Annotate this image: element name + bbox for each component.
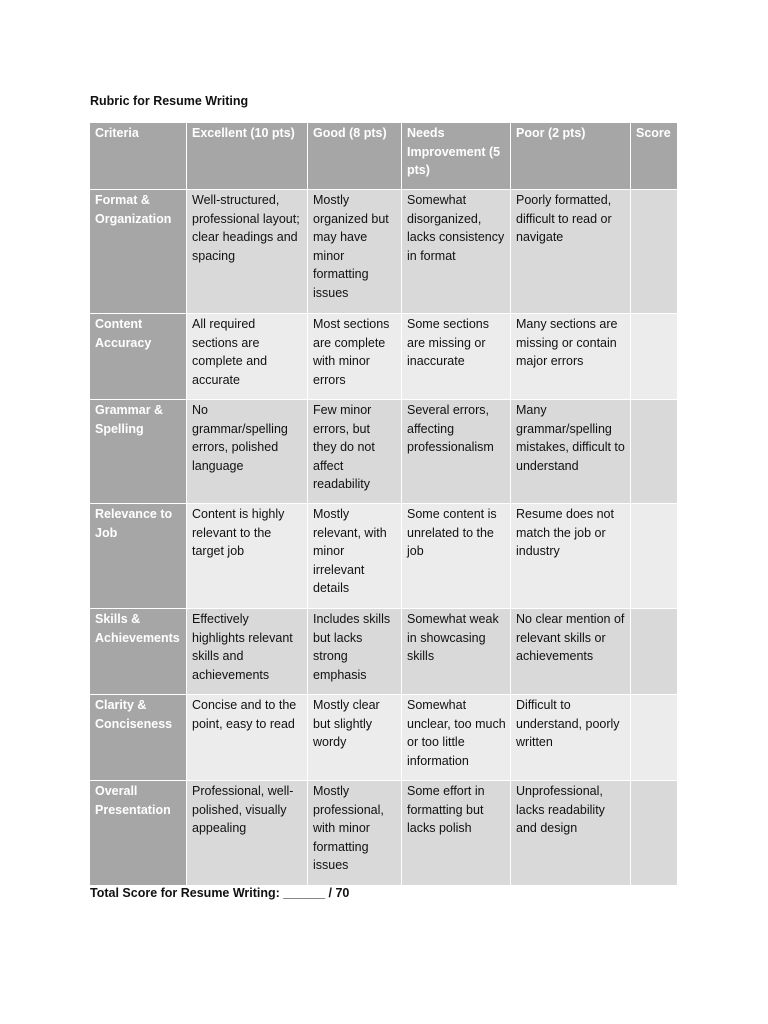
rubric-table xyxy=(89,122,678,886)
cell-needs-improvement: Somewhat unclear, too much or too little information xyxy=(402,695,511,781)
cell-score[interactable] xyxy=(631,504,678,609)
table-header-row xyxy=(90,123,678,190)
table-row xyxy=(90,314,678,400)
cell-good: Mostly organized but may have minor formatting issues xyxy=(308,190,402,314)
cell-excellent: Well-structured, professional layout; clear headings and spacing xyxy=(187,190,308,314)
cell-poor: Many grammar/spelling mistakes, difficult to understand xyxy=(511,400,631,504)
row-criteria-label: Relevance to Job xyxy=(90,504,187,609)
cell-poor: Many sections are missing or contain major errors xyxy=(511,314,631,400)
cell-score[interactable] xyxy=(631,400,678,504)
row-criteria-label: Grammar & Spelling xyxy=(90,400,187,504)
cell-excellent: Professional, well-polished, visually appealing xyxy=(187,781,308,886)
header-criteria: Criteria xyxy=(90,123,187,190)
cell-needs-improvement: Some effort in formatting but lacks polish xyxy=(402,781,511,886)
table-row xyxy=(90,695,678,781)
row-criteria-label: Format & Organization xyxy=(90,190,187,314)
table-row xyxy=(90,190,678,314)
header-score: Score xyxy=(631,123,678,190)
cell-score[interactable] xyxy=(631,781,678,886)
cell-needs-improvement: Some content is unrelated to the job xyxy=(402,504,511,609)
header-good: Good (8 pts) xyxy=(308,123,402,190)
cell-needs-improvement: Somewhat weak in showcasing skills xyxy=(402,609,511,695)
cell-excellent: Concise and to the point, easy to read xyxy=(187,695,308,781)
cell-excellent: No grammar/spelling errors, polished language xyxy=(187,400,308,504)
cell-good: Few minor errors, but they do not affect readability xyxy=(308,400,402,504)
cell-poor: Difficult to understand, poorly written xyxy=(511,695,631,781)
cell-good: Mostly relevant, with minor irrelevant details xyxy=(308,504,402,609)
cell-excellent: Content is highly relevant to the target job xyxy=(187,504,308,609)
cell-good: Most sections are complete with minor errors xyxy=(308,314,402,400)
cell-excellent: All required sections are complete and accurate xyxy=(187,314,308,400)
header-poor: Poor (2 pts) xyxy=(511,123,631,190)
cell-poor: Poorly formatted, difficult to read or navigate xyxy=(511,190,631,314)
cell-good: Mostly professional, with minor formatting issues xyxy=(308,781,402,886)
cell-poor: Resume does not match the job or industry xyxy=(511,504,631,609)
table-row xyxy=(90,781,678,886)
table-row xyxy=(90,400,678,504)
table-row xyxy=(90,504,678,609)
row-criteria-label: Clarity & Conciseness xyxy=(90,695,187,781)
cell-poor: Unprofessional, lacks readability and design xyxy=(511,781,631,886)
cell-score[interactable] xyxy=(631,695,678,781)
header-excellent: Excellent (10 pts) xyxy=(187,123,308,190)
cell-needs-improvement: Several errors, affecting professionalism xyxy=(402,400,511,504)
total-score-line: Total Score for Resume Writing: ______ / 70 xyxy=(90,886,350,900)
cell-good: Mostly clear but slightly wordy xyxy=(308,695,402,781)
header-needs-improvement: Needs Improvement (5 pts) xyxy=(402,123,511,190)
cell-score[interactable] xyxy=(631,190,678,314)
cell-poor: No clear mention of relevant skills or achievements xyxy=(511,609,631,695)
table-row xyxy=(90,609,678,695)
row-criteria-label: Overall Presentation xyxy=(90,781,187,886)
cell-score[interactable] xyxy=(631,609,678,695)
cell-good: Includes skills but lacks strong emphasis xyxy=(308,609,402,695)
document-title: Rubric for Resume Writing xyxy=(90,94,249,108)
row-criteria-label: Skills & Achievements xyxy=(90,609,187,695)
cell-needs-improvement: Some sections are missing or inaccurate xyxy=(402,314,511,400)
cell-score[interactable] xyxy=(631,314,678,400)
cell-excellent: Effectively highlights relevant skills and achievements xyxy=(187,609,308,695)
row-criteria-label: Content Accuracy xyxy=(90,314,187,400)
cell-needs-improvement: Somewhat disorganized, lacks consistency in format xyxy=(402,190,511,314)
